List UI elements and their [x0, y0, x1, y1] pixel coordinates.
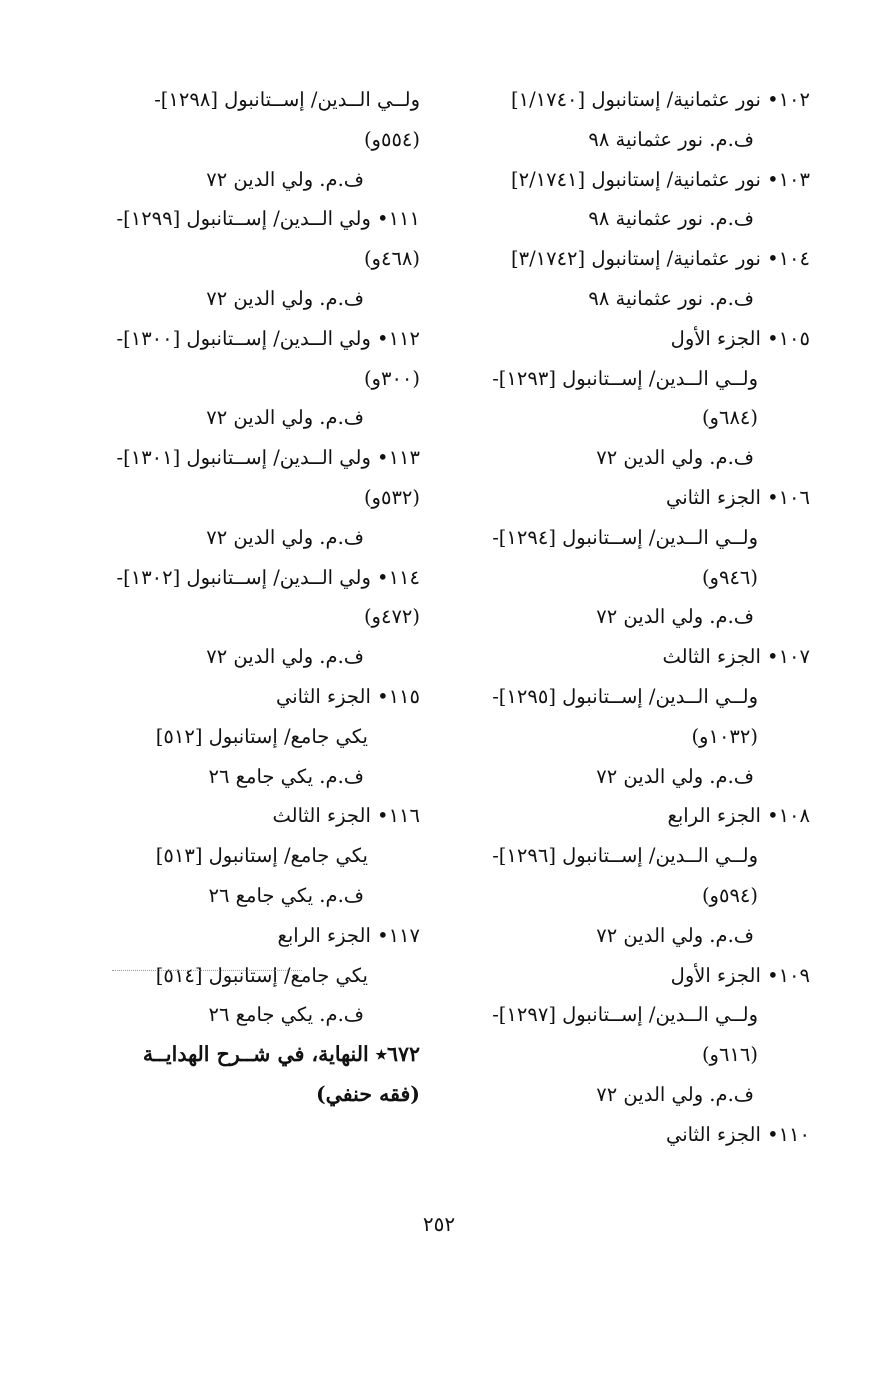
left-column: [75, 80, 420, 1115]
entry-line: ١٠٥• الجزء الأول: [670, 326, 810, 350]
entry-line: ١٠٨• الجزء الرابع: [667, 804, 810, 828]
entry-line: ١٠٢• نور عثمانية/ إستانبول [١/١٧٤٠]: [510, 88, 810, 111]
entry-line: (٣٠٠و): [363, 366, 420, 390]
entry-line: (٥٥٤و): [363, 127, 420, 151]
entry-line: ولــي الــدين/ إســتانبول [١٢٩٣]-: [492, 366, 758, 390]
entry-line: ١٠٩• الجزء الأول: [670, 963, 810, 987]
entry-line: يكي جامع/ إستانبول [٥١٤]: [155, 963, 368, 987]
entry-line: ١٠٣• نور عثمانية/ إستانبول [٢/١٧٤١]: [510, 167, 810, 191]
entry-line: (٥٣٢و): [363, 485, 420, 509]
faint-dotted-mark: [112, 970, 302, 971]
entry-line: ف.م. ولي الدين ٧٢: [596, 923, 754, 947]
entry-line: (٦١٦و): [701, 1043, 758, 1067]
entry-line: (٥٩٤و): [701, 883, 758, 907]
entry-line: ف.م. ولي الدين ٧٢: [596, 764, 754, 788]
entry-line: ولــي الــدين/ إســتانبول [١٢٩٧]-: [492, 1003, 758, 1027]
entry-line: ف.م. ولي الدين ٧٢: [206, 406, 364, 430]
entry-line: ف.م. ولي الدين ٧٢: [596, 446, 754, 470]
entry-line: ١١٧• الجزء الرابع: [277, 923, 420, 947]
entry-line: ف.م. يكي جامع ٢٦: [208, 1003, 364, 1027]
entry-line: ١٠٧• الجزء الثالث: [662, 645, 810, 669]
entry-line: (٩٤٦و): [701, 565, 758, 589]
entry-line: ولــي الــدين/ إســتانبول [١٢٩٨]-: [154, 88, 420, 111]
entry-line: (٤٦٨و): [363, 247, 420, 271]
entry-line: ١١٤• ولي الــدين/ إســتانبول [١٣٠٢]-: [116, 565, 420, 589]
entry-line: (فقه حنفي): [315, 1081, 420, 1106]
entry-line: ولــي الــدين/ إســتانبول [١٢٩٥]-: [492, 684, 758, 708]
entry-line: ولــي الــدين/ إســتانبول [١٢٩٦]-: [492, 844, 758, 868]
entry-line: ١١٦• الجزء الثالث: [272, 804, 420, 828]
entry-line: ف.م. نور عثمانية ٩٨: [588, 127, 754, 151]
entry-line: (٦٨٤و): [701, 406, 758, 430]
entry-line: ف.م. ولي الدين ٧٢: [206, 525, 364, 549]
entry-line: ف.م. ولي الدين ٧٢: [206, 286, 364, 310]
entry-line: (٤٧٢و): [363, 605, 420, 629]
entry-line: يكي جامع/ إستانبول [٥١٢]: [155, 724, 368, 748]
entry-line: ١١٢• ولي الــدين/ إســتانبول [١٣٠٠]-: [116, 326, 420, 350]
entry-line: ١١٣• ولي الــدين/ إســتانبول [١٣٠١]-: [116, 446, 420, 470]
entry-line: ف.م. يكي جامع ٢٦: [208, 764, 364, 788]
entry-line: ف.م. نور عثمانية ٩٨: [588, 207, 754, 231]
entry-line: ١٠٦• الجزء الثاني: [665, 485, 810, 509]
entry-line: ف.م. يكي جامع ٢٦: [208, 883, 364, 907]
page-number-text: ٢٥٢: [422, 1212, 456, 1236]
entry-line: ٦٧٢٭ النهاية، في شــرح الهدايــة: [142, 1042, 420, 1067]
entry-line: (١٠٣٢و): [691, 724, 758, 748]
entry-line: ف.م. ولي الدين ٧٢: [596, 605, 754, 629]
entry-line: ف.م. نور عثمانية ٩٨: [588, 286, 754, 310]
page-number: [0, 1212, 888, 1236]
entry-line: ف.م. ولي الدين ٧٢: [596, 1082, 754, 1106]
entry-line: ١٠٤• نور عثمانية/ إستانبول [٣/١٧٤٢]: [510, 247, 810, 271]
entry-line: ١١٠• الجزء الثاني: [665, 1122, 810, 1146]
entry-line: ف.م. ولي الدين ٧٢: [206, 645, 364, 669]
right-column: [458, 80, 810, 1155]
entry-line: ١١٥• الجزء الثاني: [275, 684, 420, 708]
entry-line: ولــي الــدين/ إســتانبول [١٢٩٤]-: [492, 525, 758, 549]
entry-line: ١١١• ولي الــدين/ إســتانبول [١٢٩٩]-: [116, 207, 420, 231]
entry-line: يكي جامع/ إستانبول [٥١٣]: [155, 844, 368, 868]
entry-line: ف.م. ولي الدين ٧٢: [206, 167, 364, 191]
